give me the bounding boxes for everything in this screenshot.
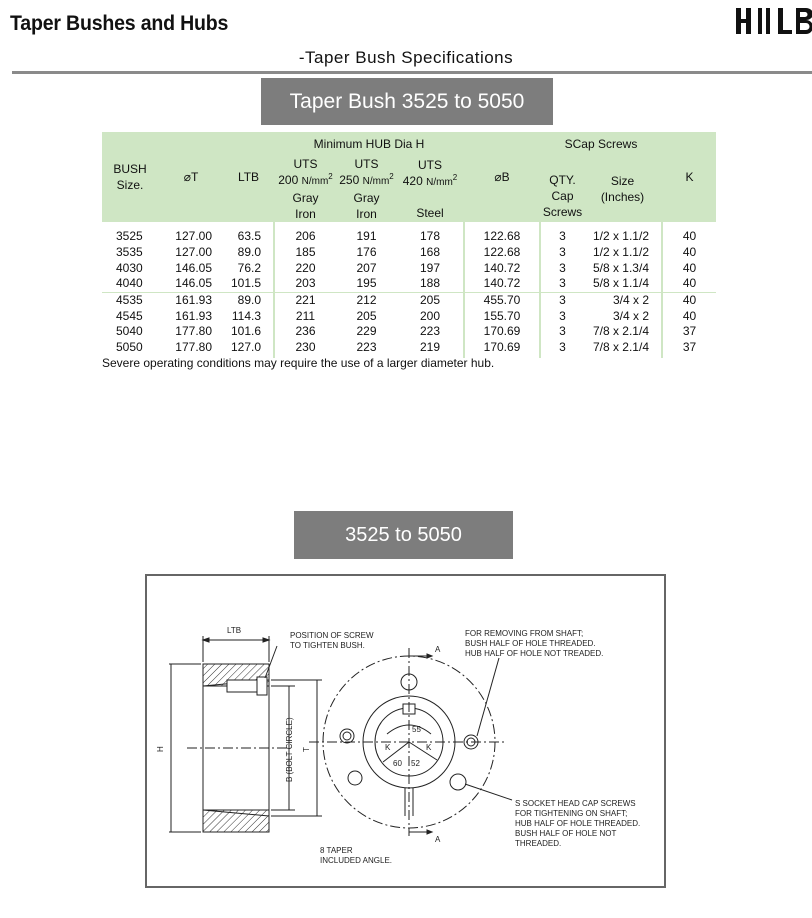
table-banner: Taper Bush 3525 to 5050 — [261, 78, 553, 125]
table-cell: 89.0 — [224, 292, 274, 308]
k-label-left: K — [385, 743, 391, 752]
table-cell: 5/8 x 1.3/4 — [584, 260, 662, 276]
removing-line-2: BUSH HALF OF HOLE THREADED. — [465, 639, 596, 648]
header-cap-screws: SCap Screws — [540, 132, 662, 156]
table-row — [102, 245, 716, 261]
table-cell: 205 — [336, 308, 397, 324]
table-cell: 236 — [274, 324, 336, 340]
table-cell: 4030 — [102, 260, 158, 276]
angle-60-label: 60 — [393, 759, 402, 768]
table-cell: 455.70 — [464, 292, 540, 308]
table-cell: 3 — [540, 276, 584, 292]
table-cell: 161.93 — [158, 308, 224, 324]
table-cell: 229 — [336, 324, 397, 340]
table-cell: 127.00 — [158, 222, 224, 245]
table-cell: 207 — [336, 260, 397, 276]
header-uts-200: UTS 200 $N/mm^2$ Gray Iron — [274, 156, 336, 222]
header-uts-250: UTS 250 $N/mm^2$ Gray Iron — [336, 156, 397, 222]
table-cell: 122.68 — [464, 245, 540, 261]
table-cell: 177.80 — [158, 324, 224, 340]
header-uts-420: UTS 420 $N/mm^2$ Steel — [397, 156, 464, 222]
header-b: ⌀B — [464, 132, 540, 222]
drawing-banner: 3525 to 5050 — [294, 511, 513, 559]
table-cell: 161.93 — [158, 292, 224, 308]
table-cell: 221 — [274, 292, 336, 308]
table-cell: 212 — [336, 292, 397, 308]
table-cell: 3 — [540, 260, 584, 276]
table-cell: 101.5 — [224, 276, 274, 292]
table-cell: 5/8 x 1.1/4 — [584, 276, 662, 292]
table-row — [102, 222, 716, 245]
table-cell: 40 — [662, 292, 716, 308]
table-cell: 178 — [397, 222, 464, 245]
table-cell: 5050 — [102, 340, 158, 358]
table-cell: 37 — [662, 324, 716, 340]
table-cell: 40 — [662, 260, 716, 276]
table-row — [102, 276, 716, 292]
table-cell: 1/2 x 1.1/2 — [584, 222, 662, 245]
front-view — [309, 648, 512, 836]
table-cell: 114.3 — [224, 308, 274, 324]
socket-screws-line-2: FOR TIGHTENING ON SHAFT; — [515, 809, 628, 818]
table-cell: 146.05 — [158, 276, 224, 292]
bolt-circle-label: B (BOLT CIRCLE) — [285, 717, 294, 782]
table-cell: 4545 — [102, 308, 158, 324]
removing-line-1: FOR REMOVING FROM SHAFT; — [465, 629, 584, 638]
table-row — [102, 340, 716, 358]
spec-table-body — [102, 222, 716, 358]
logo-text: HLB — [734, 6, 736, 7]
table-cell: 211 — [274, 308, 336, 324]
spec-table — [102, 132, 716, 358]
table-cell: 37 — [662, 340, 716, 358]
socket-screws-line-1: S SOCKET HEAD CAP SCREWS — [515, 799, 636, 808]
table-cell: 3 — [540, 222, 584, 245]
angle-52-label: 52 — [411, 759, 420, 768]
bush-drawing — [145, 574, 666, 888]
table-row — [102, 308, 716, 324]
table-row — [102, 324, 716, 340]
table-row — [102, 292, 716, 308]
ltb-label: LTB — [227, 626, 242, 635]
table-cell: 3 — [540, 324, 584, 340]
k-label-right: K — [426, 743, 432, 752]
table-cell: 40 — [662, 222, 716, 245]
taper-line-1: 8 TAPER — [320, 846, 353, 855]
table-cell: 220 — [274, 260, 336, 276]
table-cell: 3 — [540, 308, 584, 324]
table-cell: 191 — [336, 222, 397, 245]
header-min-hub: Minimum HUB Dia H — [274, 132, 464, 156]
table-cell: 40 — [662, 308, 716, 324]
table-cell: 170.69 — [464, 324, 540, 340]
table-cell: 5040 — [102, 324, 158, 340]
angle-55-label: 55 — [412, 725, 421, 734]
table-cell: 127.0 — [224, 340, 274, 358]
page-subtitle: -Taper Bush Specifications — [298, 48, 514, 67]
header-bush-size: BUSH Size. — [102, 132, 158, 222]
section-a-bottom: A — [435, 835, 441, 844]
taper-line-2: INCLUDED ANGLE. — [320, 856, 393, 865]
table-cell: 3/4 x 2 — [584, 308, 662, 324]
socket-screws-line-5: THREADED. — [515, 839, 562, 848]
table-cell: 205 — [397, 292, 464, 308]
table-cell: 185 — [274, 245, 336, 261]
table-cell: 4535 — [102, 292, 158, 308]
table-cell: 127.00 — [158, 245, 224, 261]
table-cell: 176 — [336, 245, 397, 261]
table-cell: 3/4 x 2 — [584, 292, 662, 308]
table-cell: 188 — [397, 276, 464, 292]
table-cell: 1/2 x 1.1/2 — [584, 245, 662, 261]
table-cell: 122.68 — [464, 222, 540, 245]
table-cell: 4040 — [102, 276, 158, 292]
table-cell: 200 — [397, 308, 464, 324]
table-cell: 219 — [397, 340, 464, 358]
screw-position-line-1: POSITION OF SCREW — [290, 631, 374, 640]
table-cell: 140.72 — [464, 276, 540, 292]
socket-screws-line-3: HUB HALF OF HOLE THREADED. — [515, 819, 641, 828]
table-cell: 3525 — [102, 222, 158, 245]
table-cell: 195 — [336, 276, 397, 292]
table-cell: 76.2 — [224, 260, 274, 276]
table-cell: 7/8 x 2.1/4 — [584, 324, 662, 340]
table-cell: 170.69 — [464, 340, 540, 358]
header-k: K — [662, 132, 716, 222]
table-cell: 101.6 — [224, 324, 274, 340]
header-t: ⌀T — [158, 132, 224, 222]
table-cell: 140.72 — [464, 260, 540, 276]
table-cell: 63.5 — [224, 222, 274, 245]
side-view — [169, 636, 322, 832]
removing-line-3: HUB HALF OF HOLE NOT TREADED. — [465, 649, 604, 658]
table-cell: 40 — [662, 245, 716, 261]
table-cell: 7/8 x 2.1/4 — [584, 340, 662, 358]
screw-position-line-2: TO TIGHTEN BUSH. — [290, 641, 365, 650]
table-cell: 40 — [662, 276, 716, 292]
table-cell: 89.0 — [224, 245, 274, 261]
t-label: T — [302, 747, 311, 752]
table-cell: 168 — [397, 245, 464, 261]
hlb-logo — [734, 6, 812, 36]
table-cell: 155.70 — [464, 308, 540, 324]
table-note: Severe operating conditions may require the use of a larger diameter hub. — [102, 356, 495, 370]
table-cell: 197 — [397, 260, 464, 276]
header-divider — [12, 71, 812, 74]
table-row — [102, 260, 716, 276]
table-cell: 3535 — [102, 245, 158, 261]
table-cell: 223 — [397, 324, 464, 340]
table-cell: 3 — [540, 340, 584, 358]
table-cell: 177.80 — [158, 340, 224, 358]
table-cell: 3 — [540, 245, 584, 261]
table-cell: 230 — [274, 340, 336, 358]
table-cell: 203 — [274, 276, 336, 292]
section-a-top: A — [435, 645, 441, 654]
header-size: Size (Inches) — [584, 156, 662, 222]
table-cell: 223 — [336, 340, 397, 358]
header-ltb: LTB — [224, 132, 274, 222]
table-cell: 146.05 — [158, 260, 224, 276]
header-qty: QTY. Cap Screws — [540, 156, 584, 222]
table-cell: 206 — [274, 222, 336, 245]
table-cell: 3 — [540, 292, 584, 308]
page-title: Taper Bushes and Hubs — [10, 12, 229, 35]
socket-screws-line-4: BUSH HALF OF HOLE NOT — [515, 829, 617, 838]
h-label: H — [156, 746, 165, 752]
